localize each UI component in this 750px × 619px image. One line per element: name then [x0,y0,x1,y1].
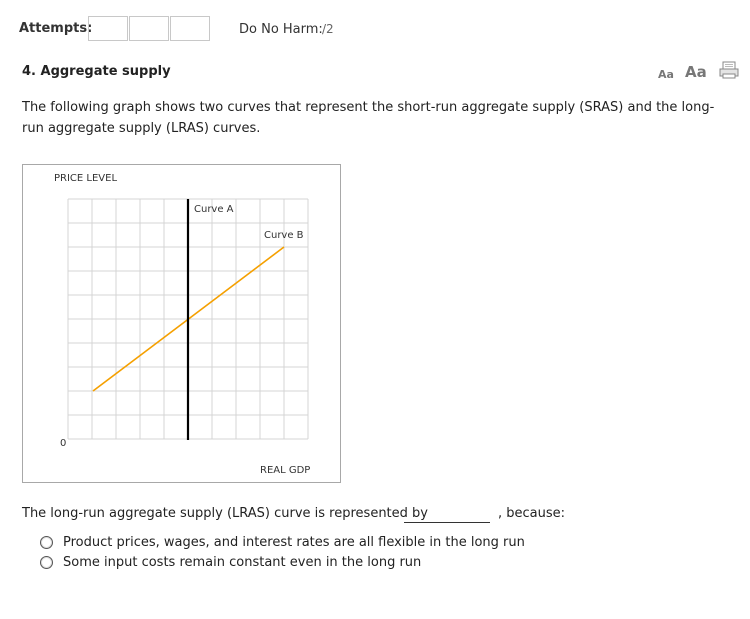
origin-label: 0 [60,438,67,449]
curve-a-label: Curve A [194,204,234,215]
attempt-box [129,16,169,41]
attempts-label: Attempts: [19,21,93,36]
y-axis-label: PRICE LEVEL [54,173,118,184]
option-label: Some input costs remain constant even in the long run [63,555,422,570]
attempt-box [170,16,210,41]
attempt-box [88,16,128,41]
radio-button[interactable] [40,556,53,569]
do-no-harm-value: /2 [322,22,334,36]
do-no-harm-label: Do No Harm: [239,22,323,37]
answer-prompt: The long-run aggregate supply (LRAS) curve is represented by [22,506,428,521]
answer-option-2[interactable] [40,555,421,570]
attempts-indicator [88,16,211,41]
aggregate-supply-graph [22,164,342,484]
printer-icon[interactable] [719,61,739,79]
radio-button[interactable] [40,536,53,549]
x-axis-label: REAL GDP [260,465,311,476]
question-title: 4. Aggregate supply [22,64,171,79]
answer-tail: , because: [498,506,566,521]
lras-curve-dropdown[interactable] [404,506,490,523]
question-intro: The following graph shows two curves that represent the short-run aggregate supply (SRAS) and the long-run aggregate supply (LRAS) curves. [22,100,715,136]
answer-option-1[interactable] [40,535,525,550]
option-label: Product prices, wages, and interest rates are all flexible in the long run [63,535,525,550]
decrease-font-button[interactable]: Aa [658,68,674,81]
curve-b-label: Curve B [264,230,304,241]
increase-font-button[interactable]: Aa [685,63,707,81]
